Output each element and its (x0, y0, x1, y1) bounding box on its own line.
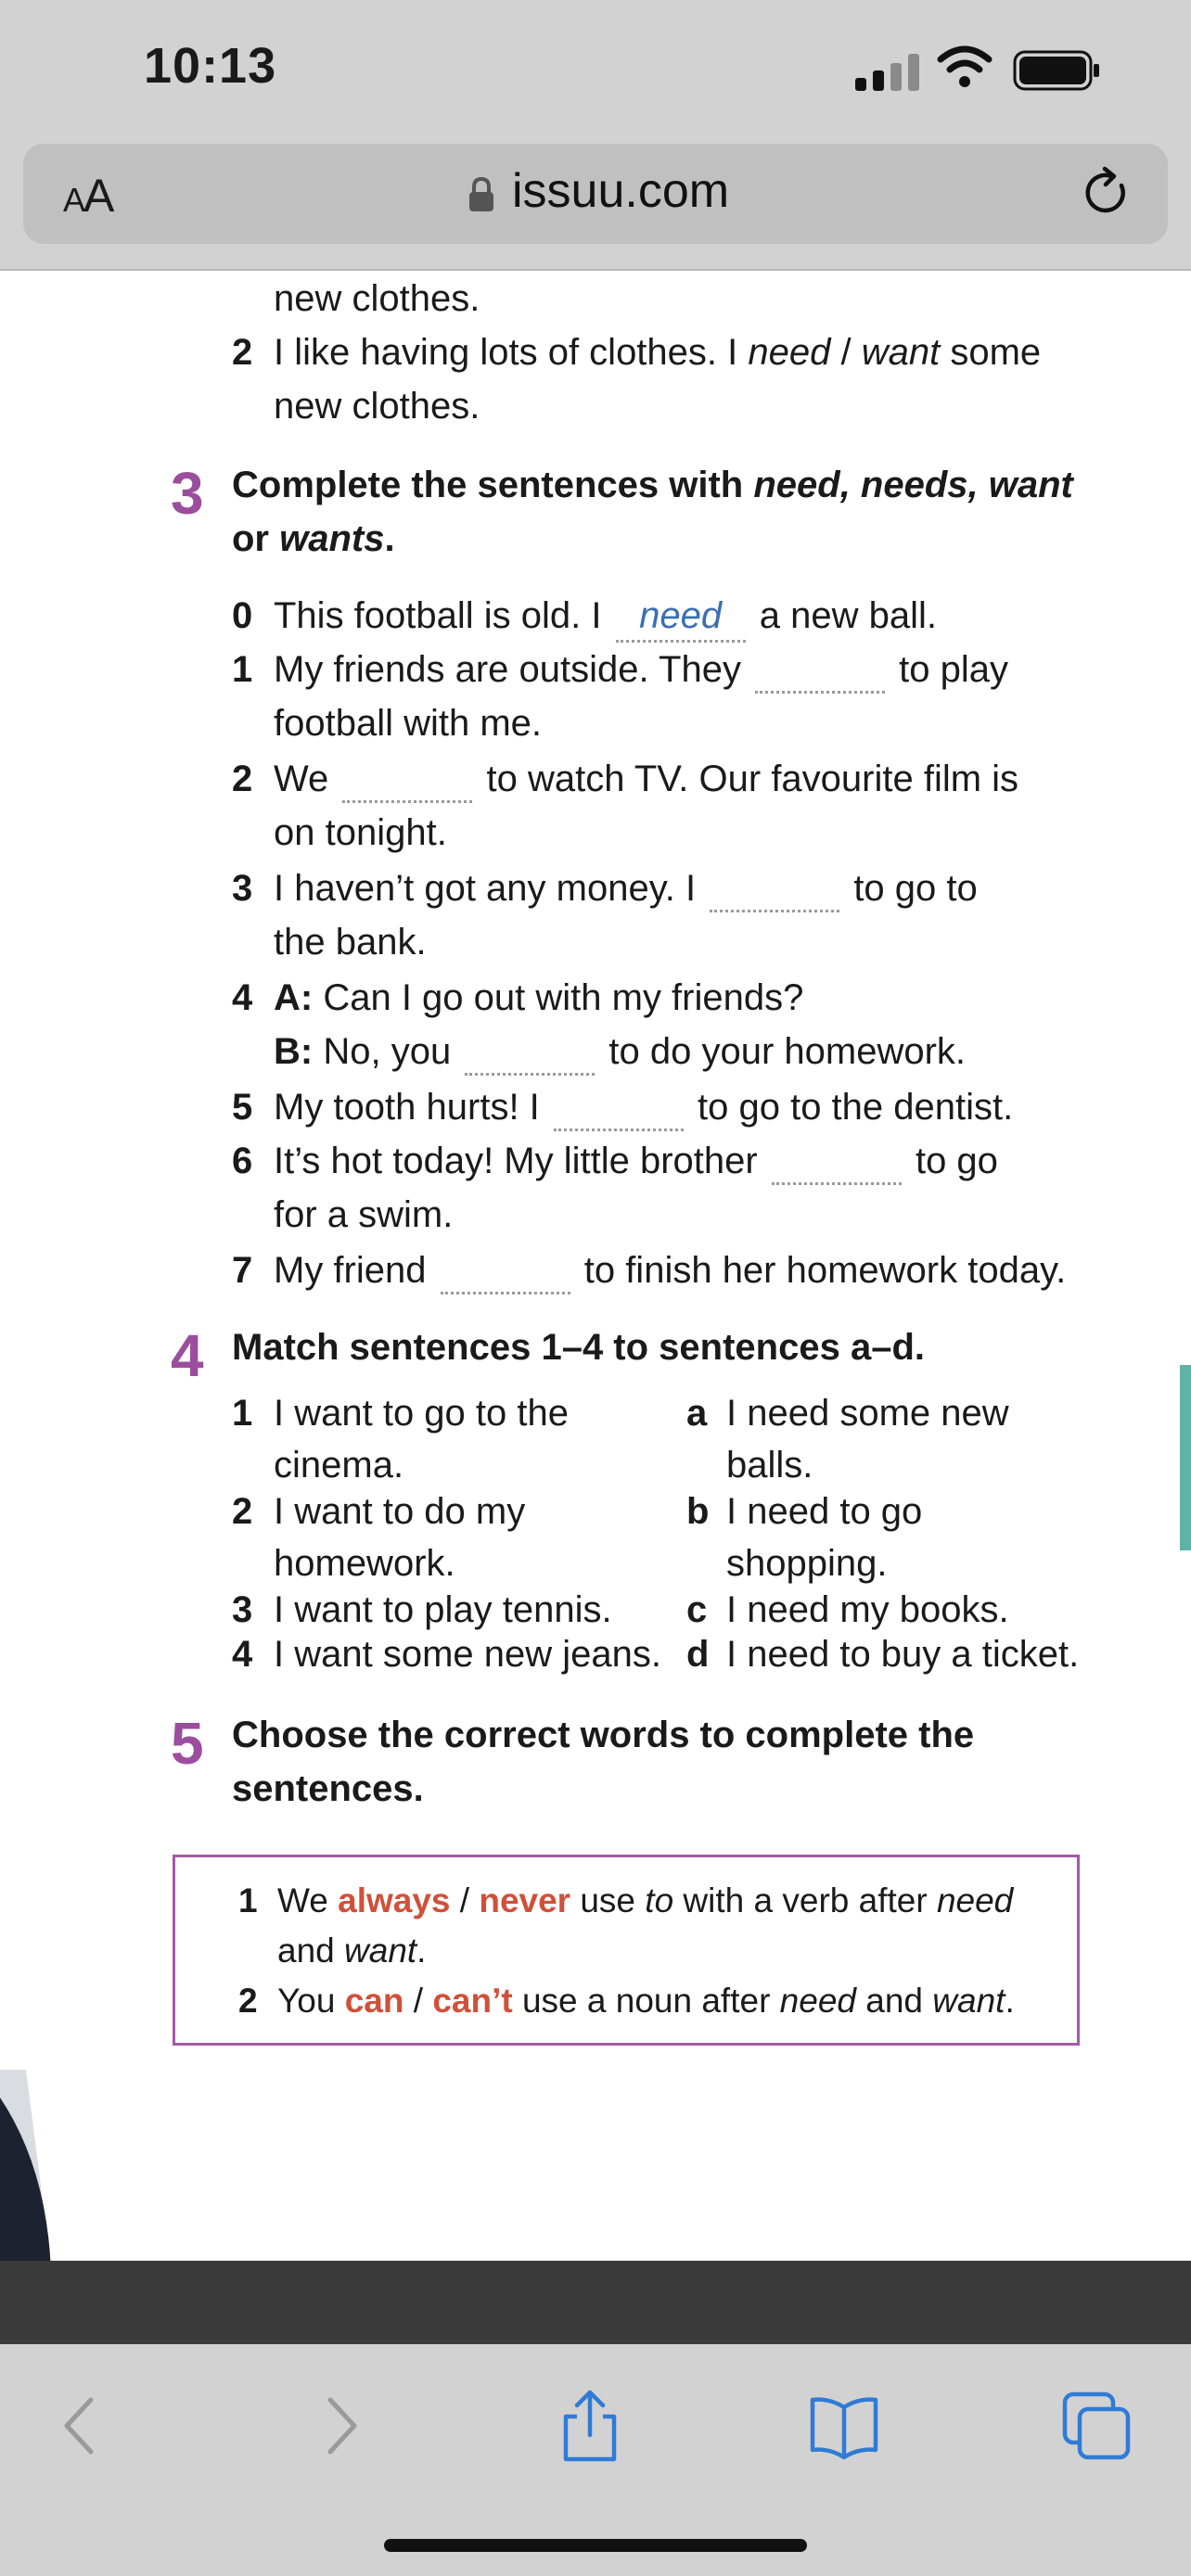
bookmarks-icon[interactable] (807, 2389, 881, 2463)
ex4-left-item: I want to play tennis. (274, 1589, 612, 1630)
ex4-left-num: 4 (232, 1634, 253, 1675)
exercise5-number: 5 (171, 1710, 204, 1777)
exercise5-heading-cont: sentences. (232, 1768, 424, 1809)
answer-blank[interactable] (710, 869, 839, 912)
rule-num: 1 (238, 1881, 258, 1919)
exercise4-number: 4 (171, 1322, 204, 1389)
reload-icon[interactable] (1081, 165, 1133, 219)
ex4-left-item-cont: homework. (274, 1543, 455, 1584)
ex4-right-item: I need to go (726, 1491, 923, 1532)
ex3-item-num: 5 (232, 1087, 253, 1128)
answer-blank[interactable] (441, 1251, 570, 1294)
status-time: 10:13 (144, 38, 277, 94)
ex2-line-cont: new clothes. (274, 278, 480, 319)
battery-icon (1013, 50, 1102, 91)
ex4-left-item: I want some new jeans. (274, 1634, 661, 1675)
ex3-item-num: 3 (232, 868, 253, 909)
ex3-item-num: 2 (232, 759, 253, 799)
ex4-right-item: I need my books. (726, 1589, 1009, 1630)
ex4-right-letter: c (686, 1589, 708, 1630)
exercise3-heading-cont: or wants. (232, 518, 395, 559)
home-indicator (384, 2539, 807, 2552)
wifi-icon (937, 45, 992, 89)
option-can[interactable]: can (344, 1982, 404, 2020)
ex3-item4-a: A: Can I go out with my friends? (274, 977, 804, 1018)
ex2-item2-cont: new clothes. (274, 386, 480, 427)
ex3-item0-answer: need (616, 592, 746, 643)
grammar-rule-box (173, 1855, 1080, 2046)
ex4-left-num: 3 (232, 1589, 253, 1630)
ex3-item5: My tooth hurts! I to go to the dentist. (274, 1083, 1013, 1131)
lock-icon (467, 176, 495, 213)
ex4-left-item-cont: cinema. (274, 1445, 404, 1486)
rule-1: We always / never use to with a verb after need (277, 1881, 1014, 1919)
ex3-item3-cont: the bank. (274, 922, 427, 963)
reader-bottom-strip (0, 2261, 1191, 2344)
ex3-item-num: 6 (232, 1141, 253, 1181)
ex4-right-item-cont: balls. (726, 1445, 813, 1486)
ex3-item1: My friends are outside. They to play (274, 645, 1008, 694)
ex3-item-num: 4 (232, 977, 253, 1018)
ex4-right-item: I need to buy a ticket. (726, 1634, 1080, 1675)
answer-blank[interactable] (772, 1141, 902, 1185)
ex2-item2-num: 2 (232, 332, 253, 373)
ex3-item6-cont: for a swim. (274, 1194, 454, 1235)
share-icon[interactable] (553, 2389, 627, 2463)
answer-blank[interactable] (554, 1088, 684, 1131)
ex4-right-item-cont: shopping. (726, 1543, 888, 1584)
answer-blank[interactable] (342, 759, 472, 803)
ex3-item1-cont: football with me. (274, 703, 543, 744)
ex4-left-num: 2 (232, 1491, 253, 1532)
ex3-item-num: 7 (232, 1250, 253, 1291)
ex3-item-num: 0 (232, 595, 253, 636)
rule-2: You can / can’t use a noun after need and want. (277, 1982, 1015, 2020)
signal-icon (855, 54, 920, 91)
ex3-item-num: 1 (232, 649, 253, 690)
exercise3-number: 3 (171, 460, 204, 527)
ex4-left-item: I want to go to the (274, 1393, 569, 1434)
forward-icon[interactable] (304, 2389, 378, 2463)
ex4-right-letter: b (686, 1491, 710, 1532)
rule-num: 2 (238, 1982, 258, 2020)
option-never[interactable]: never (479, 1881, 571, 1919)
text-size-button[interactable]: AA (63, 170, 113, 222)
exercise4-heading: Match sentences 1–4 to sentences a–d. (232, 1327, 925, 1368)
ex3-item3: I haven’t got any money. I to go to (274, 864, 978, 912)
ex4-left-item: I want to do my (274, 1491, 526, 1532)
ex3-item0: This football is old. I need a new ball. (274, 592, 937, 643)
page-edge-decoration (1180, 1365, 1191, 1550)
ex3-item4-b: B: No, you to do your homework. (274, 1027, 966, 1076)
tabs-icon[interactable] (1059, 2389, 1133, 2463)
answer-blank[interactable] (755, 650, 885, 694)
option-always[interactable]: always (338, 1881, 451, 1919)
ex3-item7: My friend to finish her homework today. (274, 1246, 1066, 1294)
ex3-item2: We to watch TV. Our favourite film is (274, 755, 1018, 803)
ex3-item2-cont: on tonight. (274, 812, 447, 853)
ex4-right-letter: d (686, 1634, 710, 1675)
url-text[interactable]: issuu.com (512, 164, 730, 218)
rule-1-cont: and want. (277, 1932, 427, 1970)
ex2-item2-text: I like having lots of clothes. I need / want some (274, 332, 1042, 373)
option-cant[interactable]: can’t (432, 1982, 513, 2020)
ex4-left-num: 1 (232, 1393, 253, 1434)
exercise3-heading: Complete the sentences with need, needs, want (232, 465, 1073, 505)
ex4-right-item: I need some new (726, 1393, 1009, 1434)
answer-blank[interactable] (465, 1032, 595, 1076)
ex3-item6: It’s hot today! My little brother to go (274, 1137, 998, 1185)
exercise5-heading: Choose the correct words to complete the (232, 1715, 975, 1755)
ex4-right-letter: a (686, 1393, 708, 1434)
document-page (0, 271, 1191, 2261)
back-icon[interactable] (43, 2389, 117, 2463)
